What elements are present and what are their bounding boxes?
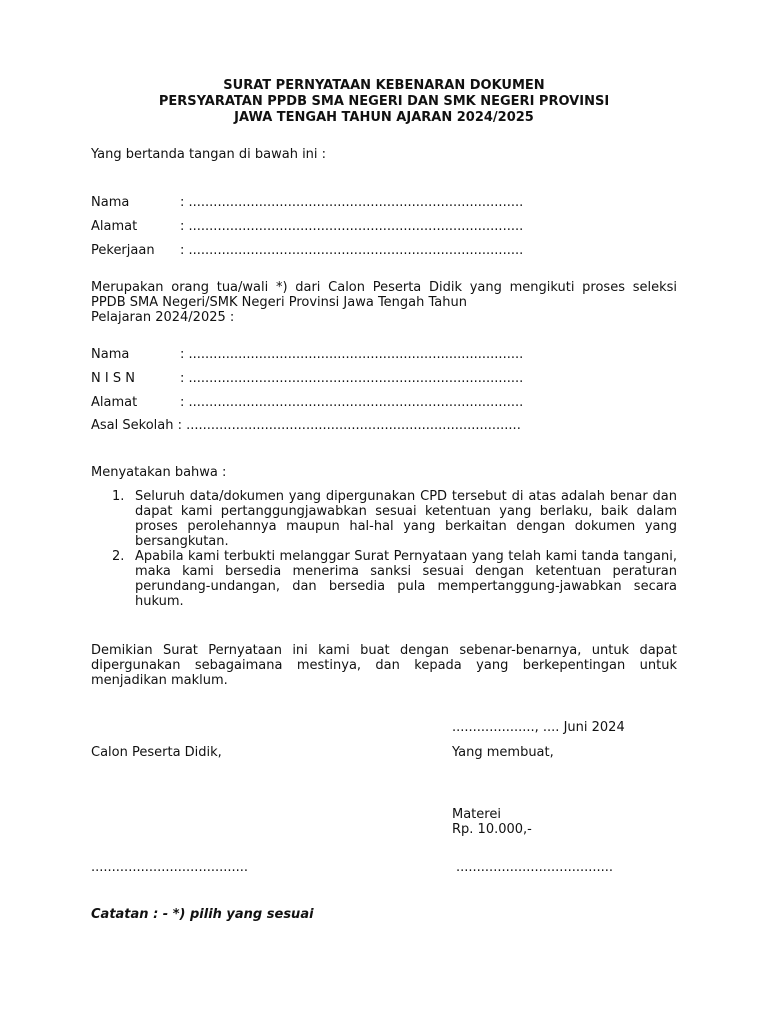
statement-text: Apabila kami terbukti melanggar Surat Pernyataan yang telah kami tanda tangani, maka kami bersedia menerima sanksi sesuai dengan ketentuan peraturan perundang-undangan, dan bersedia pula mempertanggung-jawabkan secara hukum. bbox=[135, 549, 677, 609]
document-title bbox=[90, 78, 678, 126]
stamp-label: Materei bbox=[452, 807, 501, 822]
parent-occupation-field: : ................................................................................. bbox=[180, 243, 524, 258]
student-nisn-field: : ................................................................................. bbox=[180, 371, 524, 386]
intro-text: Yang bertanda tangan di bawah ini : bbox=[91, 147, 327, 162]
signature-date: ...................., .... Juni 2024 bbox=[452, 720, 625, 735]
parent-name-field: : ................................................................................. bbox=[180, 195, 524, 210]
student-address-label: Alamat bbox=[91, 395, 138, 410]
parent-occupation-label: Pekerjaan bbox=[91, 243, 155, 258]
statement-text: Seluruh data/dokumen yang dipergunakan CPD tersebut di atas adalah benar dan dapat kami pertanggungjawabkan sesuai ketentuan yang berlaku, baik dalam proses perolehannya maupun hal-hal yang berkaitan dengan dokumen yang bersangkutan. bbox=[135, 489, 677, 549]
statement-list bbox=[91, 489, 677, 609]
maker-signature-label: Yang membuat, bbox=[452, 745, 554, 760]
statement-number: 1. bbox=[112, 489, 125, 504]
parent-address-field: : ................................................................................. bbox=[180, 219, 524, 234]
maker-signature-line: ...................................... bbox=[456, 860, 614, 875]
parent-name-label: Nama bbox=[91, 195, 130, 210]
student-signature-line: ...................................... bbox=[91, 860, 249, 875]
title-line-2: PERSYARATAN PPDB SMA NEGERI DAN SMK NEGERI PROVINSI bbox=[158, 94, 610, 109]
statement-number: 2. bbox=[112, 549, 125, 564]
note-text: Catatan : - *) pilih yang sesuai bbox=[91, 907, 314, 922]
student-school-field: Asal Sekolah : ................................................................................. bbox=[91, 418, 521, 433]
parent-address-label: Alamat bbox=[91, 219, 138, 234]
student-nisn-label: N I S N bbox=[91, 371, 135, 386]
title-line-1: SURAT PERNYATAAN KEBENARAN DOKUMEN bbox=[223, 78, 545, 93]
list-item bbox=[112, 549, 677, 609]
middle-paragraph-line-3: Pelajaran 2024/2025 : bbox=[91, 310, 235, 325]
list-item bbox=[112, 489, 677, 549]
title-line-3: JAWA TENGAH TAHUN AJARAN 2024/2025 bbox=[234, 110, 534, 125]
middle-paragraph-line-1: Merupakan orang tua/wali *) dari Calon Peserta Didik yang mengikuti proses seleksi bbox=[91, 280, 677, 295]
closing-paragraph: Demikian Surat Pernyataan ini kami buat dengan sebenar-benarnya, untuk dapat dipergunakan sebagaimana mestinya, dan kepada yang berkepentingan untuk menjadikan maklum. bbox=[91, 643, 677, 688]
student-address-field: : ................................................................................. bbox=[180, 395, 524, 410]
student-name-field: : ................................................................................. bbox=[180, 347, 524, 362]
statement-intro: Menyatakan bahwa : bbox=[91, 465, 227, 480]
student-name-label: Nama bbox=[91, 347, 130, 362]
student-signature-label: Calon Peserta Didik, bbox=[91, 745, 222, 760]
middle-paragraph-line-2: PPDB SMA Negeri/SMK Negeri Provinsi Jawa Tengah Tahun bbox=[91, 295, 467, 310]
stamp-value: Rp. 10.000,- bbox=[452, 822, 532, 837]
